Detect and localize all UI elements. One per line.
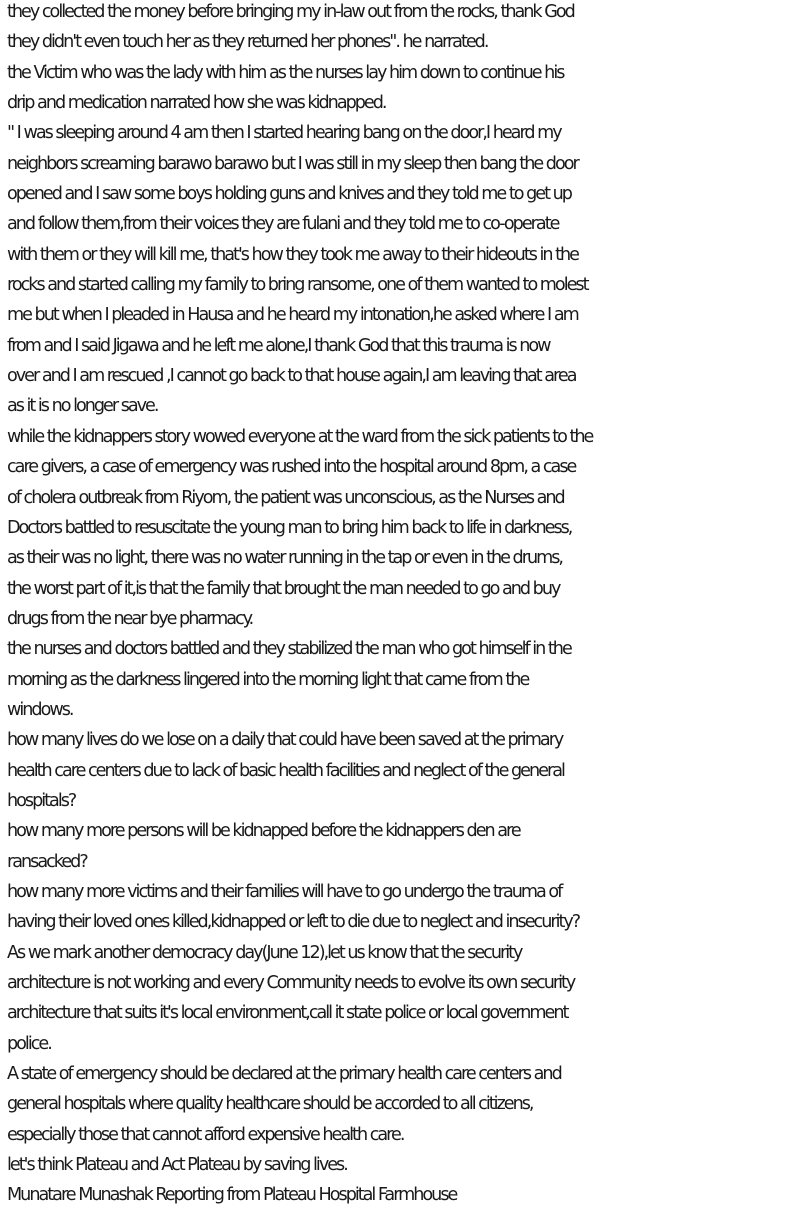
text-line: morning as the darkness lingered into the morning light that came from the <box>7 669 529 690</box>
text-line: me but when I pleaded in Hausa and he heard my intonation,he asked where I am <box>7 305 578 326</box>
text-line: general hospitals where quality healthcare should be accorded to all citizens, <box>7 1094 533 1115</box>
text-line: health care centers due to lack of basic health facilities and neglect of the general <box>7 760 564 781</box>
text-line: the Victim who was the lady with him as the nurses lay him down to continue his <box>7 62 564 83</box>
text-line: let's think Plateau and Act Plateau by saving lives. <box>7 1155 347 1176</box>
text-line: drugs from the near bye pharmacy. <box>7 608 253 629</box>
text-line: having their loved ones killed,kidnapped or left to die due to neglect and insecurity? <box>7 912 580 933</box>
text-line: A state of emergency should be declared at the primary health care centers and <box>7 1064 561 1085</box>
text-line: architecture is not working and every Community needs to evolve its own security <box>7 973 575 993</box>
text-line: police. <box>7 1033 51 1054</box>
article-body <box>7 0 793 1211</box>
text-line: while the kidnappers story wowed everyone at the ward from the sick patients to the <box>7 426 593 447</box>
text-line: ransacked? <box>7 851 87 872</box>
text-line: the worst part of it,is that the family that brought the man needed to go and buy <box>7 578 560 599</box>
text-line: As we mark another democracy day(June 12),let us know that the security <box>7 942 522 963</box>
text-line: especially those that cannot afford expensive health care. <box>7 1124 404 1145</box>
text-line: Doctors battled to resuscitate the young man to bring him back to life in darkness, <box>7 517 572 538</box>
text-line: they collected the money before bringing my in-law out from the rocks, thank God <box>7 2 574 22</box>
text-line: how many more persons will be kidnapped before the kidnappers den are <box>7 821 520 842</box>
text-line: drip and medication narrated how she was kidnapped. <box>7 93 386 114</box>
text-line: rocks and started calling my family to bring ransome, one of them wanted to molest <box>7 275 588 296</box>
text-line: how many more victims and their families will have to go undergo the trauma of <box>7 881 562 902</box>
text-line: " I was sleeping around 4 am then I started hearing bang on the door,I heard my <box>7 123 561 144</box>
text-line: from and I said Jigawa and he left me alone,I thank God that this trauma is now <box>7 335 550 356</box>
text-line: and follow them,from their voices they are fulani and they told me to co-operate <box>7 214 559 235</box>
text-line: how many lives do we lose on a daily that could have been saved at the primary <box>7 730 563 751</box>
text-line: as it is no longer save. <box>7 396 158 417</box>
text-line: hospitals? <box>7 790 76 811</box>
text-line: over and I am rescued ,I cannot go back to that house again,I am leaving that area <box>7 366 576 387</box>
text-line: care givers, a case of emergency was rushed into the hospital around 8pm, a case <box>7 457 576 478</box>
text-line: neighbors screaming barawo barawo but I was still in my sleep then bang the door <box>7 153 578 174</box>
text-line: architecture that suits it's local environment,call it state police or local government <box>7 1003 568 1024</box>
text-line: with them or they will kill me, that's how they took me away to their hideouts in the <box>7 244 578 265</box>
text-line: of cholera outbreak from Riyom, the patient was unconscious, as the Nurses and <box>7 487 564 508</box>
text-line: windows. <box>7 699 73 720</box>
text-line: as their was no light, there was no water running in the tap or even in the drums, <box>7 548 562 569</box>
text-line: the nurses and doctors battled and they stabilized the man who got himself in the <box>7 639 571 660</box>
text-line: Munatare Munashak Reporting from Plateau Hospital Farmhouse <box>7 1185 457 1206</box>
text-line: they didn't even touch her as they returned her phones". he narrated. <box>7 32 488 53</box>
text-line: opened and I saw some boys holding guns and knives and they told me to get up <box>7 184 571 205</box>
